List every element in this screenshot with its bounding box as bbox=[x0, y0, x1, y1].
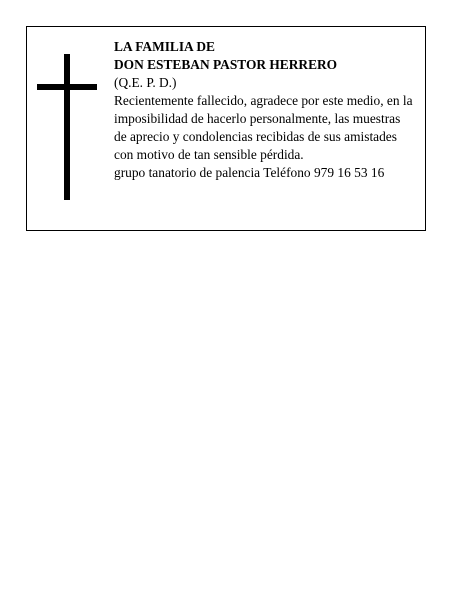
cross-horizontal-bar bbox=[37, 84, 97, 90]
message-line: Recientemente fallecido, agradece por este medio, en la bbox=[114, 93, 413, 108]
cross-vertical-bar bbox=[64, 54, 70, 200]
deceased-name: DON ESTEBAN PASTOR HERRERO bbox=[114, 57, 338, 72]
notice-text bbox=[114, 38, 422, 182]
rip-abbreviation: (Q.E. P. D.) bbox=[114, 75, 177, 90]
cross-icon bbox=[37, 54, 97, 200]
obituary-notice bbox=[26, 26, 426, 231]
family-heading: LA FAMILIA DE bbox=[114, 39, 215, 54]
message-line: con motivo de tan sensible pérdida. bbox=[114, 147, 304, 162]
message-line: de aprecio y condolencias recibidas de sus amistades bbox=[114, 129, 397, 144]
funeral-home-contact: grupo tanatorio de palencia Teléfono 979 16 53 16 bbox=[114, 165, 385, 180]
message-line: imposibilidad de hacerlo personalmente, las muestras bbox=[114, 111, 401, 126]
